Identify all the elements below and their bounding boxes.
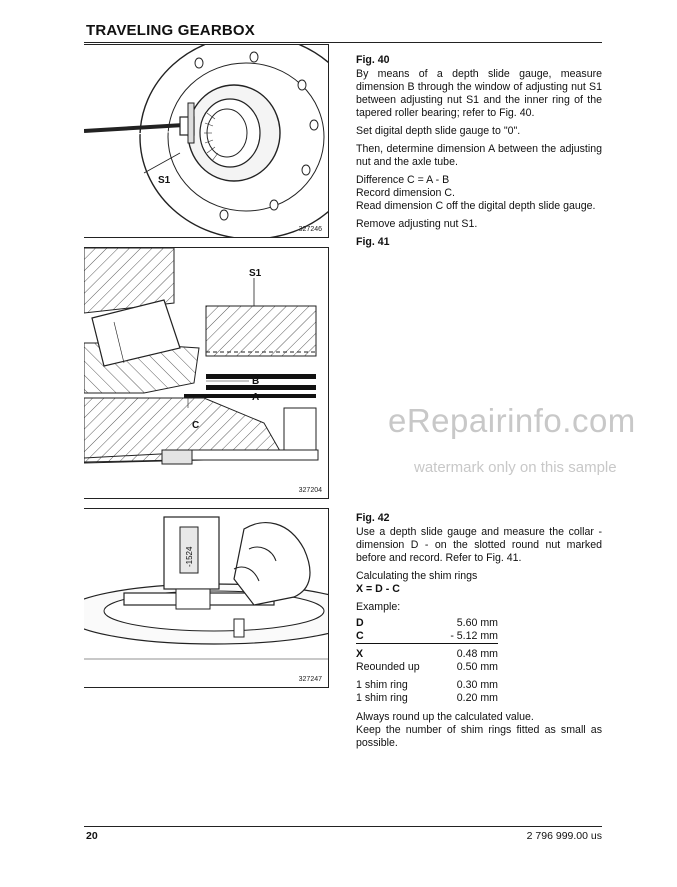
page-number: 20 (86, 830, 98, 842)
calc-row: Reounded up 0.50 mm (356, 661, 498, 673)
fig41-label-a: A (252, 392, 260, 403)
calculation-table (356, 617, 498, 705)
watermark-title: eRepairinfo.com (388, 402, 636, 439)
fig42-paragraph-4: Always round up the calculated value. (356, 711, 534, 723)
calc-row: X 0.48 mm (356, 648, 498, 660)
figure-42-drawing (84, 509, 328, 687)
fig42-paragraph-5: Keep the number of shim rings fitted as small as possible. (356, 724, 602, 749)
calc-row: D 5.60 mm (356, 617, 498, 629)
fig40-paragraph-2: Set digital depth slide gauge to "0". (356, 125, 521, 137)
figure-41 (84, 247, 329, 499)
footer-rule (84, 826, 602, 827)
figure-42-number: 327247 (298, 676, 322, 683)
fig40-paragraph-3: Then, determine dimension A between the adjusting nut and the axle tube. (356, 143, 602, 168)
page-title: TRAVELING GEARBOX (86, 22, 255, 39)
fig40-paragraph-1: By means of a depth slide gauge, measure dimension B through the window of adjusting nut S1 between adjusting nut S1 and the inner ring of the tapered roller bearing; refer to Fig. 40. (356, 68, 602, 119)
fig42-formula: X = D - C (356, 583, 400, 595)
fig42-example: Example: (356, 601, 401, 613)
fig42-gauge-reading: -1524 (185, 546, 194, 567)
calc-row: 1 shim ring 0.20 mm (356, 692, 498, 704)
calc-row: C - 5.12 mm (356, 630, 498, 642)
fig41-heading: Fig. 41 (356, 236, 390, 248)
fig41-label-b: B (252, 376, 260, 387)
figure-42 (84, 508, 329, 688)
figure-41-drawing (84, 248, 328, 498)
figure-40-number: 327246 (298, 226, 322, 233)
calc-row: 1 shim ring 0.30 mm (356, 679, 498, 691)
fig42-text-block (356, 512, 602, 619)
fig42-heading: Fig. 42 (356, 512, 390, 524)
fig42-calculating: Calculating the shim rings (356, 570, 478, 582)
fig40-text-block (356, 54, 602, 250)
fig42-notes (356, 711, 602, 755)
fig40-label-s1: S1 (158, 175, 171, 186)
fig41-label-c: C (192, 420, 200, 431)
fig40-paragraph-5: Remove adjusting nut S1. (356, 218, 478, 230)
fig40-heading: Fig. 40 (356, 54, 390, 66)
figure-41-number: 327204 (298, 487, 322, 494)
document-number: 2 796 999.00 us (526, 830, 602, 842)
fig42-paragraph-1: Use a depth slide gauge and measure the collar - dimension D - on the slotted round nut marked before and record. Refer to Fig. 41. (356, 526, 602, 564)
fig40-record: Record dimension C. (356, 187, 455, 199)
fig41-label-s1: S1 (249, 268, 262, 279)
figure-40-drawing (84, 45, 328, 237)
header-rule (84, 42, 602, 43)
fig40-difference: Difference C = A - B (356, 174, 450, 186)
figure-40 (84, 44, 329, 238)
fig40-read: Read dimension C off the digital depth slide gauge. (356, 200, 596, 212)
watermark-subtitle: watermark only on this sample (414, 459, 617, 476)
